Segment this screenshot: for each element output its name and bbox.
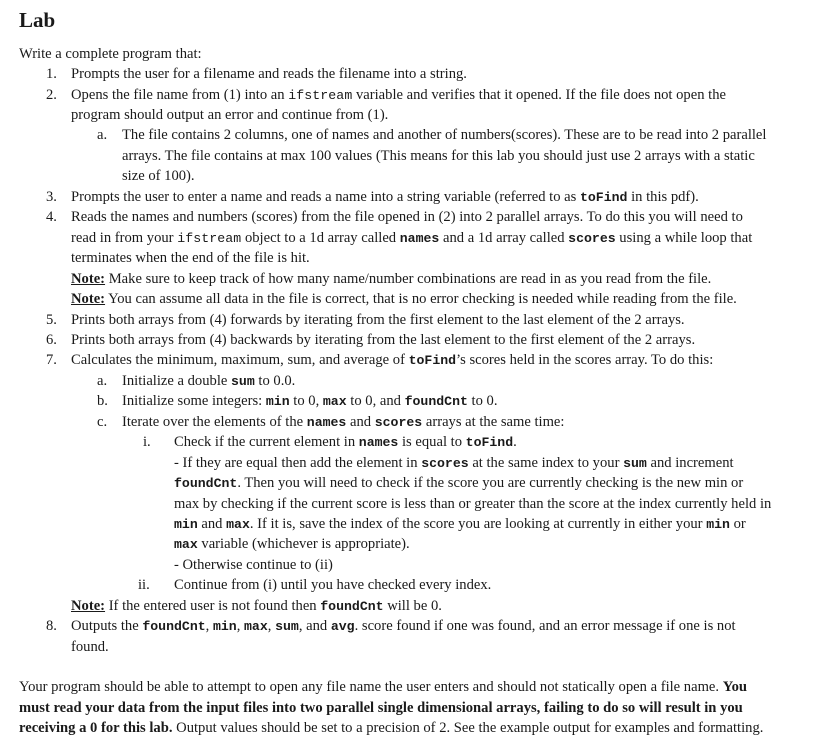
item-7c-i-line-7: - Otherwise continue to (ii) [174,557,333,573]
item-7c-i-line-3: foundCnt. Then you will need to check if the score you are currently checking is the new min or [174,475,744,491]
item-2-line-2: program should output an error and continue from (1). [71,107,389,123]
closing-line-1: Your program should be able to attempt to open any file name the user enters and should not statically open a file name. You [19,679,748,695]
item-number-7c-i: i. [143,434,151,450]
item-7c-i-line-1: Check if the current element in names is equal to toFind. [174,434,517,450]
item-number-6: 6. [46,332,57,348]
item-number-7c: c. [97,414,108,430]
item-number-7c-ii: ii. [138,577,150,593]
item-5-text: Prints both arrays from (4) forwards by iterating from the first element to the last element of the 2 arrays. [71,312,685,328]
item-7c-ii-text: Continue from (i) until you have checked every index. [174,577,492,593]
item-number-2: 2. [46,87,57,103]
item-4-line-3: terminates when the end of the file is hit. [71,250,310,266]
closing-line-2: must read your data from the input files into two parallel single dimensional arrays, failing to do so will result in you [19,700,743,716]
note-3: Note: If the entered user is not found then foundCnt will be 0. [71,598,442,614]
item-number-7: 7. [46,352,57,368]
item-1-text: Prompts the user for a filename and reads the filename into a string. [71,66,467,82]
item-number-3: 3. [46,189,57,205]
item-7a-text: Initialize a double sum to 0.0. [122,373,296,389]
item-3-text: Prompts the user to enter a name and reads a name into a string variable (referred to as toFind in this pdf). [71,189,699,205]
note-label: Note: [71,271,106,287]
item-2-line-1: Opens the file name from (1) into an ifstream variable and verifies that it opened. If the file does not open the [71,87,726,103]
item-2a-line-3: size of 100). [122,168,195,184]
item-7c-i-line-5: min and max. If it is, save the index of the score you are looking at currently in either your min or [174,516,746,532]
item-number-7a: a. [97,373,108,389]
note-2: Note: You can assume all data in the file is correct, that is no error checking is needed while reading from the file. [71,291,737,307]
note-1: Note: Make sure to keep track of how many name/number combinations are read in as you read from the file. [71,271,712,287]
item-4-line-2: read in from your ifstream object to a 1d array called names and a 1d array called scores using a while loop that [71,230,753,246]
item-7b-text: Initialize some integers: min to 0, max to 0, and foundCnt to 0. [122,393,498,409]
item-7-text: Calculates the minimum, maximum, sum, and average of toFind’s scores held in the scores array. To do this: [71,352,714,368]
item-7c-i-line-4: max by checking if the current score is less than or greater than the score at the index currently held in [174,496,772,512]
item-8-line-2: found. [71,639,109,655]
item-8-line-1: Outputs the foundCnt, min, max, sum, and avg. score found if one was found, and an error message if one is not [71,618,736,634]
item-7c-i-line-2: - If they are equal then add the element in scores at the same index to your sum and increment [174,455,734,471]
item-2a-line-1: The file contains 2 columns, one of names and another of numbers(scores). These are to be read into 2 parallel [122,127,767,143]
item-number-2a: a. [97,127,108,143]
item-7c-text: Iterate over the elements of the names and scores arrays at the same time: [122,414,565,430]
item-2a-line-2: arrays. The file contains at max 100 values (This means for this lab you should just use 2 arrays with a static [122,148,755,164]
item-number-1: 1. [46,66,57,82]
item-6-text: Prints both arrays from (4) backwards by iterating from the last element to the first element of the 2 arrays. [71,332,696,348]
page-title: Lab [19,8,56,32]
note-label: Note: [71,598,106,614]
item-number-4: 4. [46,209,57,225]
note-label: Note: [71,291,106,307]
item-number-7b: b. [97,393,108,409]
intro-text: Write a complete program that: [19,46,202,62]
item-number-5: 5. [46,312,57,328]
item-7c-i-line-6: max variable (whichever is appropriate). [174,536,410,552]
closing-line-3: receiving a 0 for this lab. Output values should be set to a precision of 2. See the example output for examples and formatting. [19,720,764,736]
item-4-line-1: Reads the names and numbers (scores) from the file opened in (2) into 2 parallel arrays. To do this you will need to [71,209,743,225]
item-number-8: 8. [46,618,57,634]
